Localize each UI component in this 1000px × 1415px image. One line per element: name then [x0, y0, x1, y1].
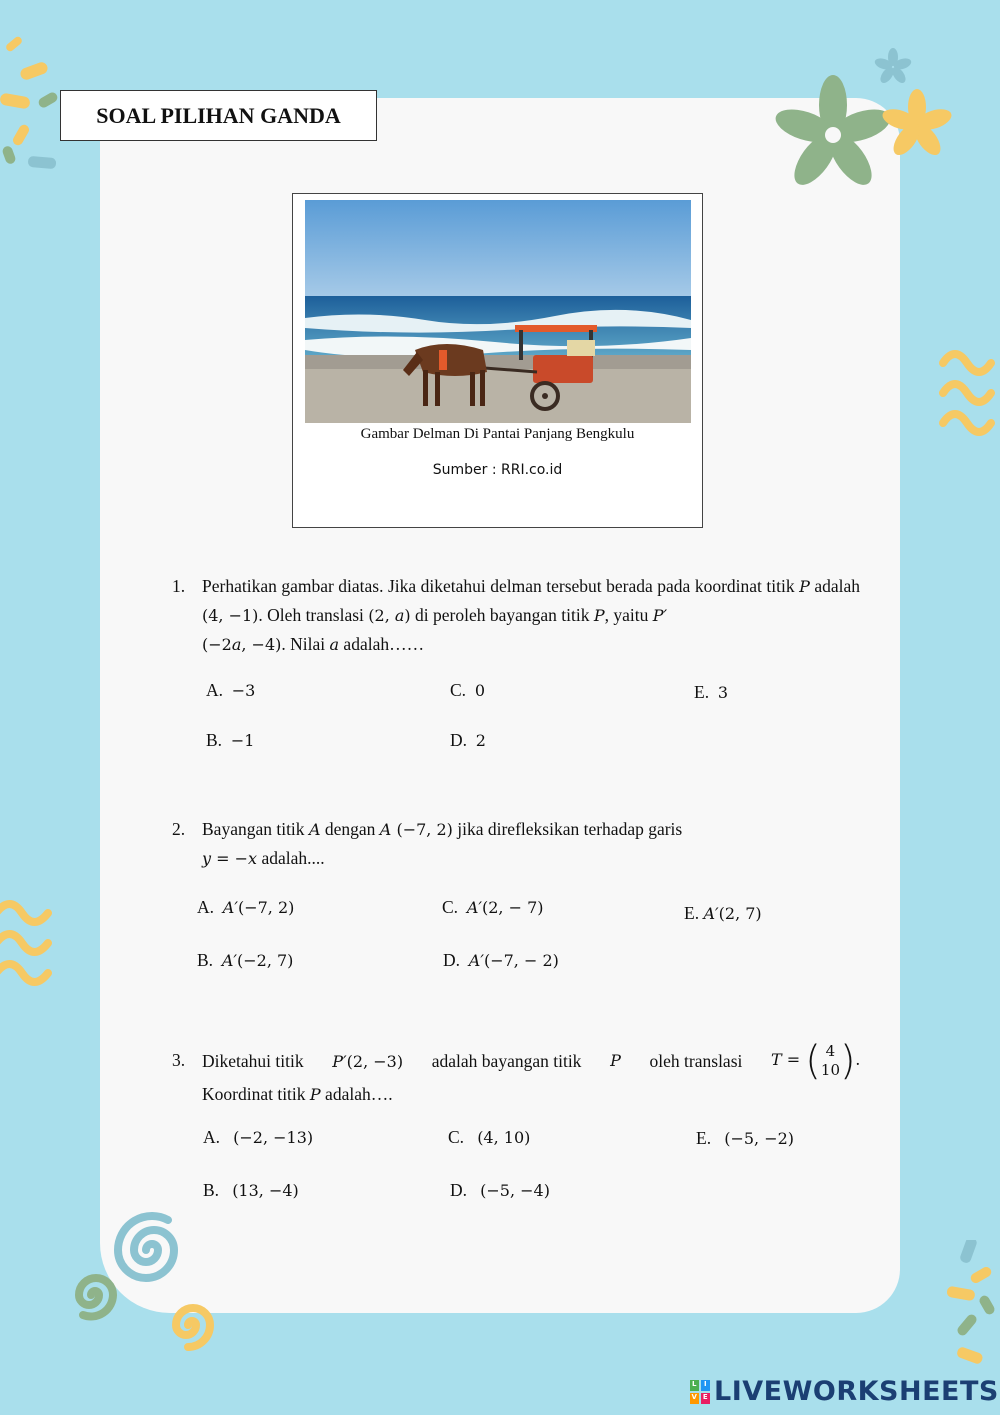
- question-text-part: , yaitu: [604, 605, 653, 625]
- option-value: (4, 10): [477, 1128, 531, 1147]
- option-letter: E.: [694, 682, 710, 702]
- option-letter: D.: [450, 1180, 468, 1200]
- logo-letter: E: [701, 1393, 710, 1404]
- q2-option-b[interactable]: [197, 950, 293, 971]
- q1-option-b[interactable]: [206, 730, 254, 751]
- question-3: [172, 1038, 860, 1109]
- question-text-part: . Oleh translasi: [258, 605, 369, 625]
- option-value: (−7, 2): [237, 898, 295, 917]
- figure-source: Sumber : RRI.co.id: [432, 462, 563, 478]
- q2-option-e[interactable]: [684, 903, 762, 924]
- question-number: 2.: [172, 819, 186, 839]
- option-letter: C.: [442, 897, 459, 917]
- math-variable: T: [771, 1050, 782, 1070]
- q2-option-a[interactable]: [197, 897, 294, 918]
- option-value: (−7, − 2): [483, 951, 559, 970]
- option-value: (2, 7): [718, 904, 762, 923]
- math-expression: ): [404, 606, 411, 625]
- math-variable: A′: [703, 904, 719, 923]
- math-expression: = −: [211, 849, 249, 868]
- question-text-part: oleh translasi: [649, 1051, 743, 1071]
- math-variable: P: [309, 1085, 321, 1104]
- option-letter: D.: [450, 730, 468, 750]
- option-letter: C.: [450, 680, 467, 700]
- math-expression: (−2: [202, 635, 232, 654]
- math-variable: P′: [332, 1051, 347, 1071]
- math-variable: A′: [466, 898, 482, 917]
- math-expression: (4, −1): [202, 606, 259, 625]
- math-expression: (−7, 2): [391, 820, 453, 839]
- vector-bottom: 10: [820, 1061, 840, 1079]
- option-letter: B.: [197, 950, 214, 970]
- question-text: [202, 1038, 860, 1109]
- left-wave-decoration: [0, 895, 60, 995]
- question-text-part: jika direfleksikan terhadap garis: [452, 819, 683, 839]
- math-variable: A′: [468, 951, 484, 970]
- logo-letter: V: [690, 1393, 699, 1404]
- bottom-right-confetti-decoration: [935, 1240, 1000, 1380]
- math-variable: P′: [652, 606, 668, 625]
- q2-option-d[interactable]: [443, 950, 559, 971]
- math-variable: P: [593, 606, 605, 625]
- option-value: −1: [230, 731, 255, 750]
- question-text-part: adalah....: [257, 848, 325, 868]
- math-variable: A: [379, 820, 392, 839]
- option-letter: C.: [448, 1127, 465, 1147]
- question-2: [172, 815, 860, 873]
- option-letter: A.: [206, 680, 224, 700]
- option-letter: E.: [684, 903, 700, 923]
- question-text-part: Diketahui titik: [202, 1051, 304, 1071]
- q3-option-b[interactable]: [203, 1180, 299, 1201]
- question-text-part: .: [855, 1049, 860, 1070]
- bottom-left-spirals-decoration: [60, 1205, 230, 1355]
- liveworksheets-logo[interactable]: [690, 1376, 999, 1407]
- figure-caption: Gambar Delman Di Pantai Panjang Bengkulu: [360, 426, 635, 442]
- question-text: [202, 815, 860, 873]
- math-expression: =: [781, 1050, 806, 1070]
- option-value: 2: [475, 731, 486, 750]
- option-value: (13, −4): [232, 1181, 299, 1200]
- question-text-part: adalah….: [320, 1084, 393, 1104]
- question-text-part: Koordinat titik: [202, 1084, 310, 1104]
- option-value: 3: [717, 683, 729, 702]
- math-variable: A′: [221, 951, 237, 970]
- option-letter: B.: [206, 730, 223, 750]
- question-text-part: dengan: [320, 819, 380, 839]
- question-number: 1.: [172, 576, 186, 596]
- q2-option-c[interactable]: [442, 897, 544, 918]
- option-letter: D.: [443, 950, 461, 970]
- option-letter: A.: [197, 897, 215, 917]
- question-text: [202, 572, 860, 659]
- option-letter: A.: [203, 1127, 221, 1147]
- q3-option-c[interactable]: [448, 1127, 530, 1148]
- logo-letter: I: [701, 1380, 710, 1391]
- math-variable: A′: [222, 898, 238, 917]
- q3-option-a[interactable]: [203, 1127, 313, 1148]
- section-title: SOAL PILIHAN GANDA: [60, 90, 377, 141]
- beach-delman-photo: [305, 200, 691, 423]
- right-wave-decoration: [935, 345, 1000, 445]
- question-text-part: adalah: [809, 576, 860, 596]
- question-number: 3.: [172, 1050, 186, 1070]
- liveworksheets-wordmark: LIVEWORKSHEETS: [714, 1376, 999, 1407]
- question-text-part: di peroleh bayangan titik: [410, 605, 594, 625]
- q3-option-e[interactable]: [696, 1128, 794, 1149]
- option-value: (−5, −4): [480, 1181, 550, 1200]
- math-variable: A: [308, 820, 321, 839]
- option-value: 0: [474, 681, 485, 700]
- question-text-part: Perhatikan gambar diatas. Jika diketahui delman tersebut berada pada koordinat titik: [202, 576, 800, 596]
- math-variable: P: [799, 577, 810, 596]
- math-expression: , −4): [241, 635, 282, 654]
- question-text-part: . Nilai: [281, 634, 330, 654]
- question-text-part: adalah bayangan titik: [431, 1051, 582, 1071]
- math-variable: a: [231, 635, 242, 654]
- top-right-flowers-decoration: [775, 45, 955, 195]
- option-letter: E.: [696, 1128, 712, 1148]
- q1-option-e[interactable]: [694, 682, 728, 703]
- question-text-part: adalah……: [339, 634, 425, 654]
- q1-option-a[interactable]: [206, 680, 255, 701]
- vector-top: 4: [825, 1042, 836, 1060]
- q1-option-c[interactable]: [450, 680, 485, 701]
- q3-option-d[interactable]: [450, 1180, 550, 1201]
- logo-letter: L: [690, 1380, 699, 1391]
- translation-vector: ( 4 10 ): [805, 1038, 856, 1084]
- option-value: (2, − 7): [482, 898, 544, 917]
- math-expression: (2, −3): [346, 1051, 404, 1071]
- math-expression: (2,: [368, 606, 395, 625]
- math-variable: a: [394, 606, 405, 625]
- option-value: (−5, −2): [724, 1129, 795, 1148]
- math-variable: a: [329, 635, 340, 654]
- option-value: (−2, −13): [233, 1128, 314, 1147]
- math-variable: P: [610, 1051, 621, 1070]
- math-variable: x: [248, 849, 258, 868]
- liveworksheets-logo-icon: [690, 1380, 710, 1404]
- option-value: (−2, 7): [237, 951, 294, 970]
- option-letter: B.: [203, 1180, 220, 1200]
- question-1: [172, 572, 860, 659]
- question-text-part: Bayangan titik: [202, 819, 309, 839]
- math-variable: y: [202, 849, 212, 868]
- q1-option-d[interactable]: [450, 730, 486, 751]
- option-value: −3: [231, 681, 256, 700]
